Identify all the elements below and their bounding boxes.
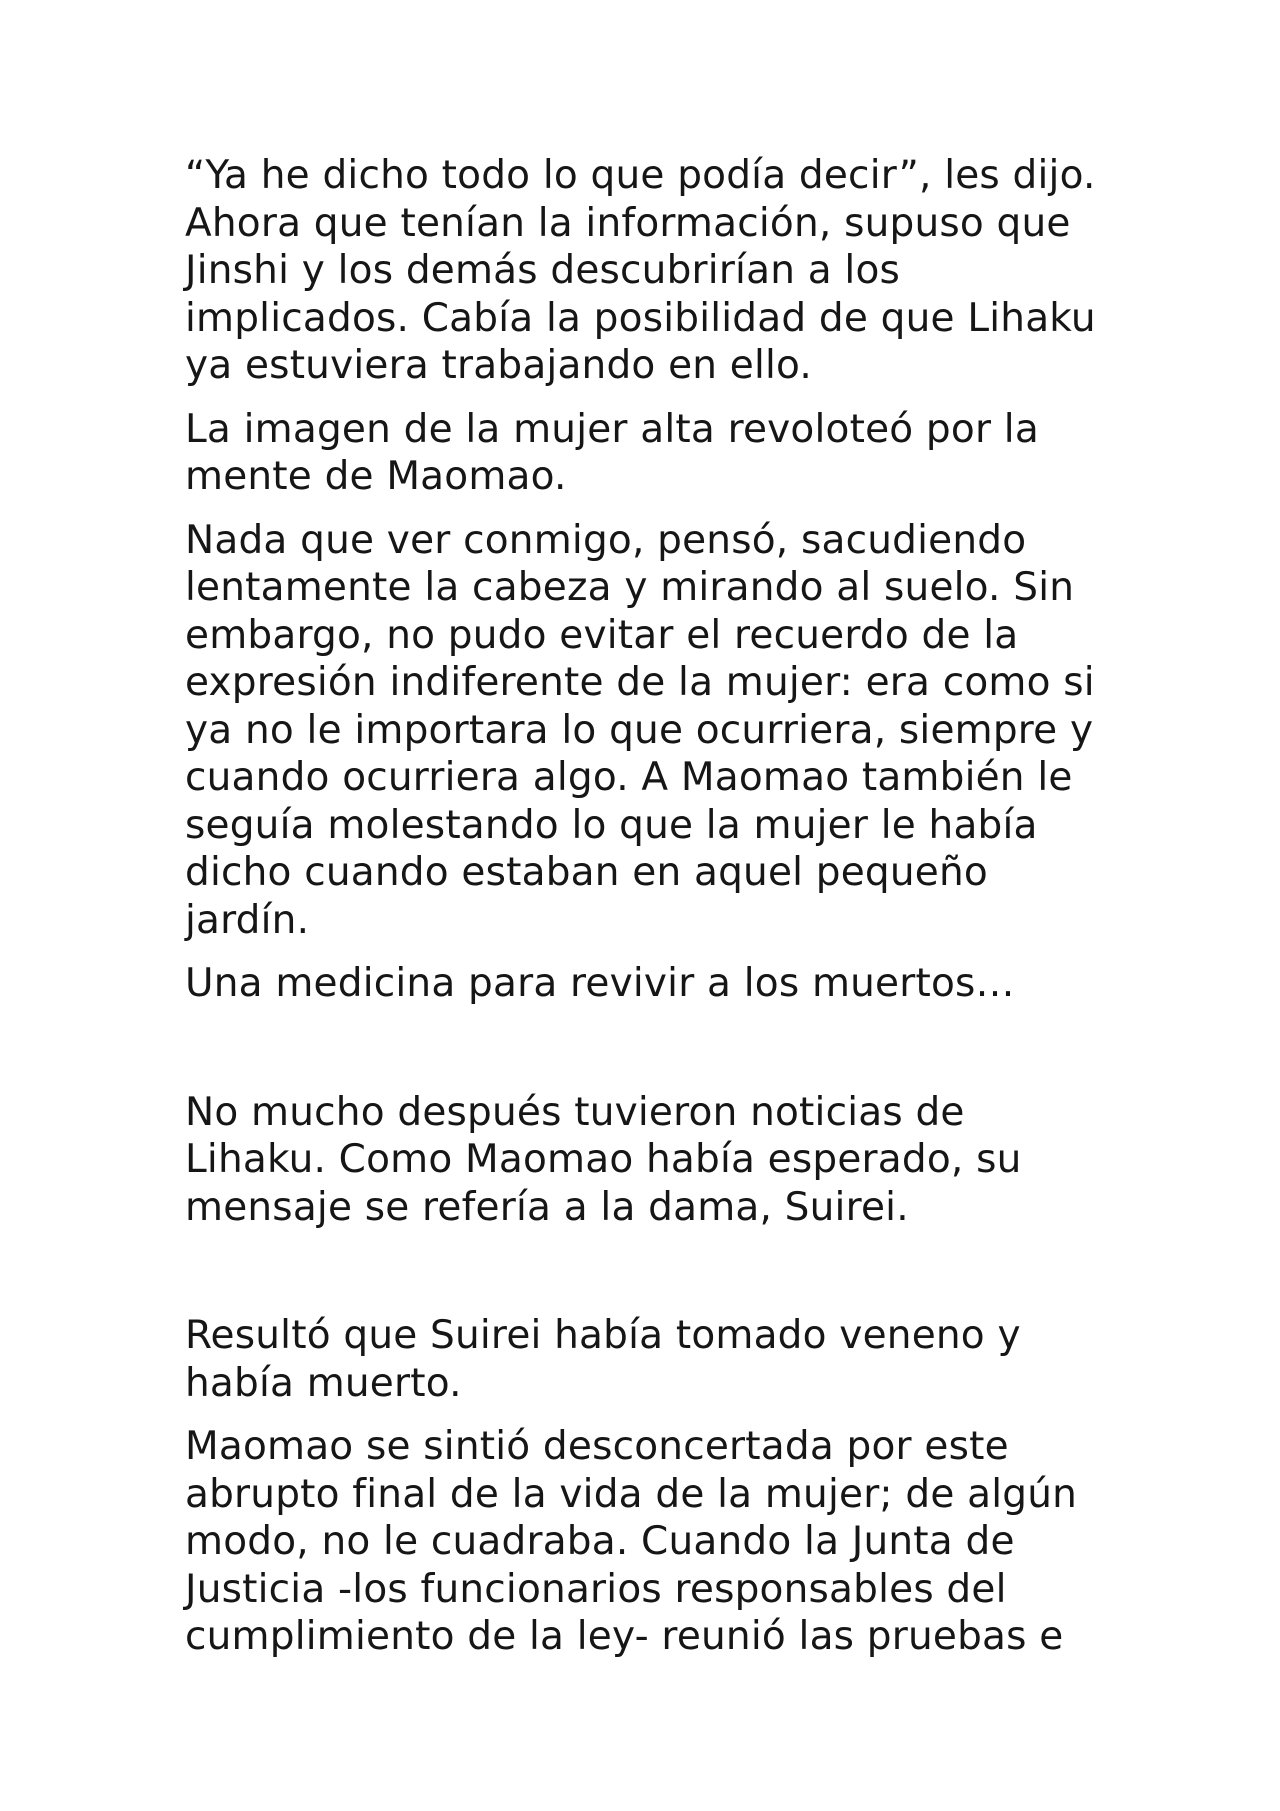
text-line: Resultó que Suirei había tomado veneno y: [185, 1313, 1021, 1358]
text-line: había muerto.: [185, 1360, 462, 1406]
paragraph: [185, 152, 1115, 390]
scene-break: [185, 1024, 1115, 1089]
body-text: [185, 152, 1115, 1677]
text-line: expresión indiferente de la mujer: era como si: [185, 660, 1095, 705]
paragraph: [185, 960, 1115, 1008]
text-line: ya no le importara lo que ocurriera, siempre y: [185, 707, 1094, 753]
text-line: lentamente la cabeza y mirando al suelo. Sin: [185, 565, 1075, 610]
text-line: embargo, no pudo evitar el recuerdo de la: [185, 612, 1019, 658]
paragraph: [185, 517, 1115, 945]
text-line: Lihaku. Como Maomao había esperado, su: [185, 1137, 1022, 1182]
text-line: cuando ocurriera algo. A Maomao también le: [185, 755, 1073, 800]
text-line: Ahora que tenían la información, supuso que: [185, 200, 1071, 246]
paragraph: [185, 406, 1115, 501]
text-line: “Ya he dicho todo lo que podía decir”, les dijo.: [185, 153, 1096, 198]
text-line: Maomao se sintió desconcertada por este: [185, 1424, 1009, 1469]
paragraph: [185, 1089, 1115, 1232]
paragraph: [185, 1312, 1115, 1407]
text-line: abrupto final de la vida de la mujer; de algún: [185, 1471, 1078, 1517]
text-line: seguía molestando lo que la mujer le había: [185, 802, 1038, 848]
text-line: Justicia -los funcionarios responsables del: [185, 1566, 1007, 1612]
text-line: ya estuviera trabajando en ello.: [185, 343, 813, 388]
text-line: Jinshi y los demás descubrirían a los: [185, 248, 901, 293]
paragraph: [185, 1423, 1115, 1661]
text-line: dicho cuando estaban en aquel pequeño: [185, 850, 988, 895]
text-line: implicados. Cabía la posibilidad de que Lihaku: [185, 295, 1096, 341]
text-line: La imagen de la mujer alta revoloteó por la: [185, 406, 1039, 452]
text-line: Una medicina para revivir a los muertos…: [185, 961, 1015, 1006]
text-line: mensaje se refería a la dama, Suirei.: [185, 1184, 909, 1230]
text-line: Nada que ver conmigo, pensó, sacudiendo: [185, 517, 1027, 563]
text-line: cumplimiento de la ley- reunió las pruebas e: [185, 1614, 1064, 1659]
scene-break: [185, 1247, 1115, 1312]
text-line: jardín.: [185, 897, 310, 943]
text-line: modo, no le cuadraba. Cuando la Junta de: [185, 1519, 1015, 1564]
text-line: mente de Maomao.: [185, 454, 567, 499]
text-line: No mucho después tuvieron noticias de: [185, 1089, 965, 1135]
